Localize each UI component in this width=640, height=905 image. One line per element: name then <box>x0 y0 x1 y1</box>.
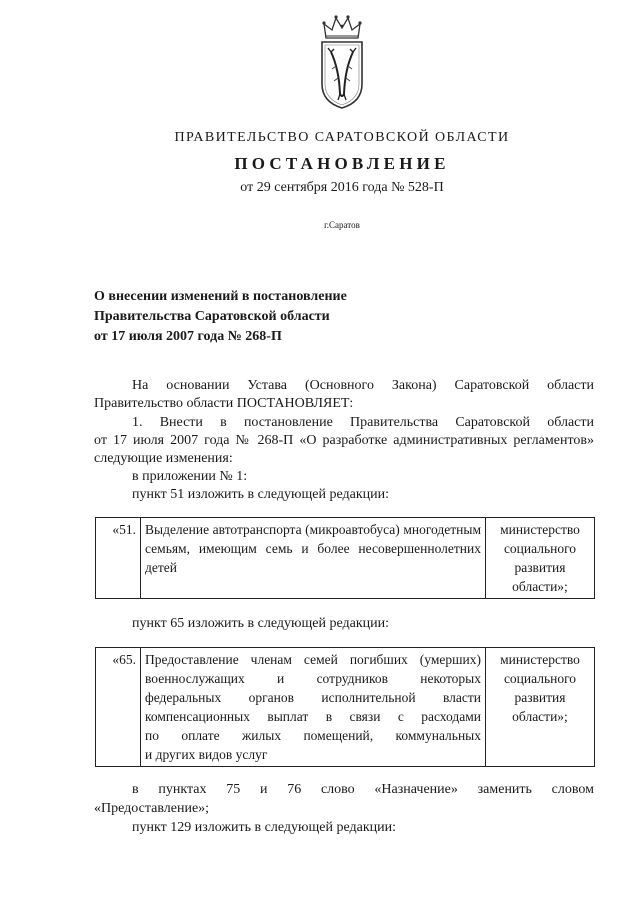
subject-line: Правительства Саратовской области <box>94 309 330 324</box>
government-name: ПРАВИТЕЛЬСТВО САРАТОВСКОЙ ОБЛАСТИ <box>174 130 510 145</box>
item1-line: 1. Внести в постановление Правительства Саратовской области <box>132 415 594 430</box>
decree-subject <box>94 287 414 347</box>
document-type-title: ПОСТАНОВЛЕНИЕ <box>234 154 450 173</box>
amendment-table-51 <box>95 517 595 599</box>
cell-line: министерство <box>500 652 580 667</box>
subject-line: О внесении изменений в постановление <box>94 289 347 304</box>
annex-reference: в приложении № 1: <box>132 469 248 484</box>
cell-line: Предоставление членам семей погибших (умерших) <box>145 652 481 667</box>
city-label: г.Саратов <box>324 220 360 230</box>
cell-line: области»; <box>512 709 568 724</box>
cell-line: Выделение автотранспорта (микроавтобуса) многодетным <box>145 522 481 537</box>
cell-line: области»; <box>512 579 568 594</box>
basis-paragraph-line: На основании Устава (Основного Закона) Саратовской области <box>132 378 594 393</box>
cell-line: федеральных органов исполнительной власти <box>145 690 481 705</box>
amendment-table-65 <box>95 647 595 767</box>
point51-intro: пункт 51 изложить в следующей редакции: <box>132 487 389 502</box>
point129-intro: пункт 129 изложить в следующей редакции: <box>132 820 396 835</box>
decree-date-number: от 29 сентября 2016 года № 528-П <box>240 180 444 195</box>
cell-line: детей <box>145 560 177 575</box>
item1-line: следующие изменения: <box>94 451 233 466</box>
basis-paragraph-line: Правительство области ПОСТАНОВЛЯЕТ: <box>94 396 354 411</box>
point-number-cell: «51. <box>96 518 141 599</box>
item1-line: от 17 июля 2007 года № 268-П «О разработке административных регламентов» <box>94 433 594 448</box>
cell-line: развития <box>514 690 566 705</box>
cell-line: социального <box>503 671 577 686</box>
point-number-cell: «65. <box>96 648 141 767</box>
cell-line: развития <box>514 560 566 575</box>
cell-line: семьям, имеющим семь и более несовершеннолетних <box>145 541 481 556</box>
table-row <box>96 518 595 599</box>
service-description-cell <box>141 648 486 767</box>
cell-line: и других видов услуг <box>145 747 268 762</box>
table-row <box>96 648 595 767</box>
service-description-cell <box>141 518 486 599</box>
cell-line: социального <box>503 541 577 556</box>
subject-line: от 17 июля 2007 года № 268-П <box>94 329 282 344</box>
saratov-coat-of-arms-icon <box>318 14 366 110</box>
responsible-body-cell <box>486 518 595 599</box>
cell-line: компенсационных выплат в связи с расходами <box>145 709 481 724</box>
cell-line: военнослужащих и сотрудников некоторых <box>145 671 481 686</box>
replacement-line: «Предоставление»; <box>94 801 210 816</box>
replacement-line: в пунктах 75 и 76 слово «Назначение» заменить словом <box>132 782 594 797</box>
cell-line: по оплате жилых помещений, коммунальных <box>145 728 481 743</box>
responsible-body-cell <box>486 648 595 767</box>
cell-line: министерство <box>500 522 580 537</box>
point65-intro: пункт 65 изложить в следующей редакции: <box>132 616 389 631</box>
